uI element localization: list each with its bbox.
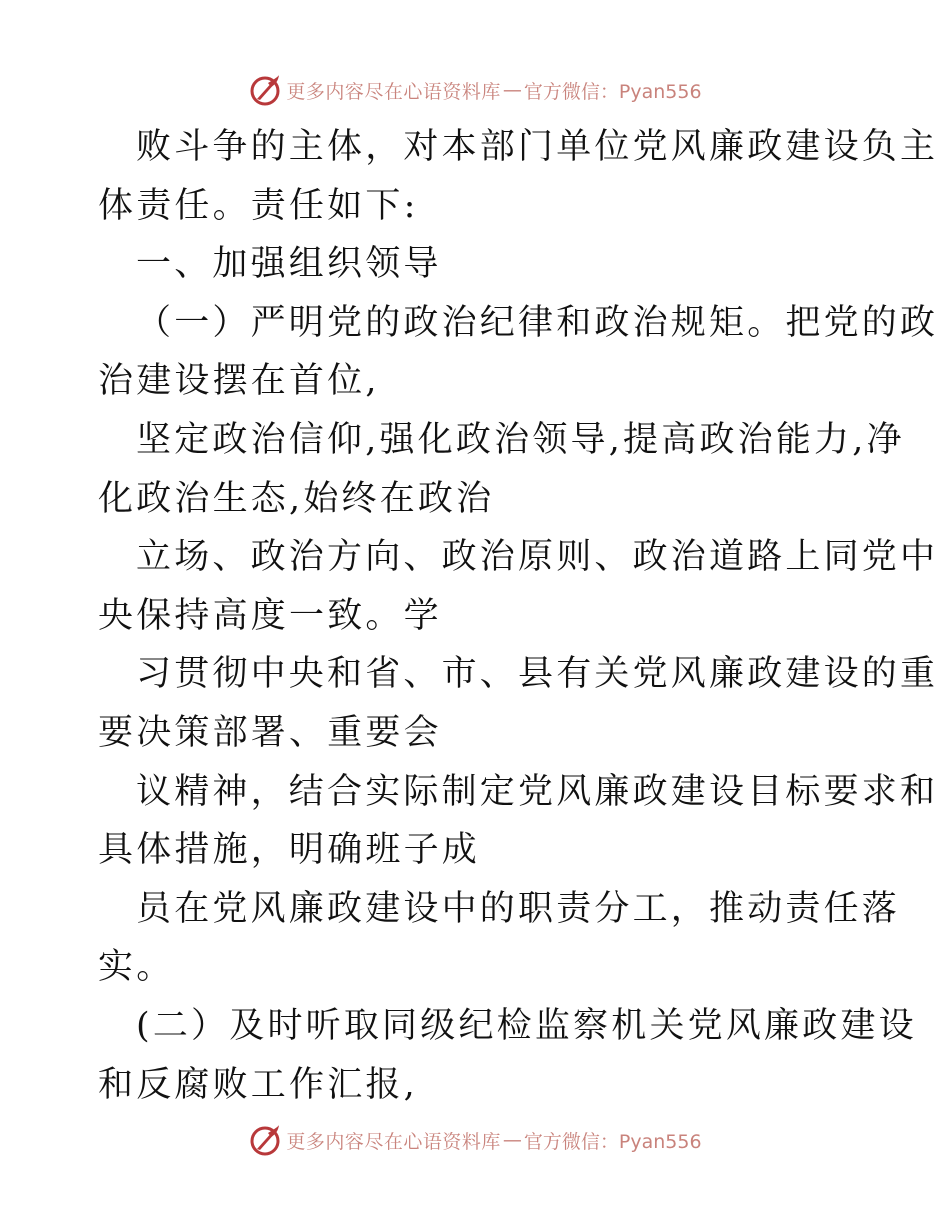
body-line: 要决策部署、重要会 <box>98 712 442 753</box>
document-body <box>98 118 939 1114</box>
body-line: 治建设摆在首位, <box>98 361 380 402</box>
section-heading: 一、加强组织领导 <box>136 244 442 285</box>
body-line: 习贯彻中央和省、市、县有关党风廉政建设的重 <box>136 654 939 695</box>
body-line: 化政治生态,始终在政治 <box>98 478 495 519</box>
footer-banner <box>0 1120 950 1160</box>
body-line: 央保持高度一致。学 <box>98 595 442 636</box>
body-line: 体责任。责任如下: <box>98 185 419 226</box>
body-line: 员在党风廉政建设中的职责分工，推动责任落 <box>136 888 901 929</box>
quill-logo-icon <box>248 73 282 107</box>
banner-brand: 更多内容尽在心语资料库 <box>286 80 501 103</box>
body-line: 议精神，结合实际制定党风廉政建设目标要求和 <box>136 771 939 812</box>
body-line: （一）严明党的政治纪律和政治规矩。把党的政 <box>136 302 939 343</box>
header-banner <box>0 70 950 110</box>
body-line: 具体措施，明确班子成 <box>98 830 481 871</box>
body-line: 和反腐败工作汇报, <box>98 1064 418 1105</box>
body-line: 实。 <box>98 947 175 988</box>
banner-separator: — <box>502 79 522 101</box>
body-line: (二）及时听取同级纪检监察机关党风廉政建设 <box>136 1005 917 1046</box>
banner-wechat: 官方微信：Pyan556 <box>523 80 702 103</box>
quill-logo-icon <box>248 1123 282 1157</box>
banner-separator: — <box>502 1129 522 1151</box>
body-line: 败斗争的主体，对本部门单位党风廉政建设负主 <box>136 127 939 167</box>
banner-wechat: 官方微信：Pyan556 <box>523 1130 702 1153</box>
body-line: 立场、政治方向、政治原则、政治道路上同党中 <box>136 537 939 578</box>
body-line: 坚定政治信仰,强化政治领导,提高政治能力,净 <box>136 419 905 460</box>
banner-brand: 更多内容尽在心语资料库 <box>286 1130 501 1153</box>
